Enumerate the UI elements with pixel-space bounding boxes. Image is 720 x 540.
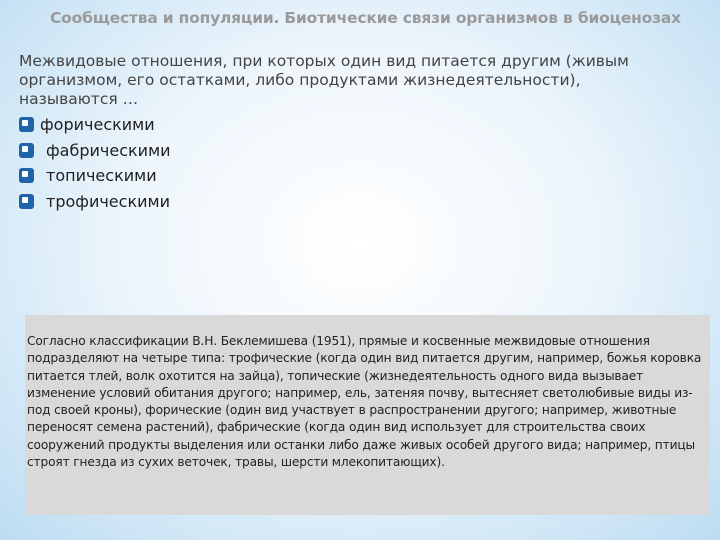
answer-option-label: форическими xyxy=(40,115,155,135)
answer-options-list xyxy=(19,112,171,214)
answer-option-3[interactable] xyxy=(19,163,171,189)
answer-option-1[interactable] xyxy=(19,112,171,138)
answer-option-4[interactable] xyxy=(19,189,171,215)
answer-option-2[interactable] xyxy=(19,138,171,164)
checkbox-square-icon xyxy=(19,143,34,158)
answer-option-label: топическими xyxy=(46,166,157,186)
question-text: Межвидовые отношения, при которых один вид питается другим (живым организмом, его остатками, либо продуктами жизнедеятельности), называются … xyxy=(19,52,629,108)
answer-option-label: трофическими xyxy=(46,191,170,211)
answer-option-label: фабрическими xyxy=(46,140,171,160)
checkbox-square-icon xyxy=(19,194,34,209)
classification-info-box: Согласно классификации В.Н. Беклемишева (1951), прямые и косвенные межвидовые отношения подразделяют на четыре типа: трофические (когда один вид питается другим, например, божья коровка питается тлей, волк охотится на зайца), топические (жизнедеятельность одного вида вызывает изменение условий обитания другого; например, ель, затеняя почву, вытесняет светолюбивые виды из-под своей кроны), форические (один вид участвует в распространении другого; например, животные переносят семена растений), фабрические (когда один вид использует для строительства своих сооружений продукты выделения или останки либо даже живых особей другого вида; например, птицы строят гнезда из сухих веточек, травы, шерсти млекопитающих). xyxy=(25,315,710,515)
checkbox-square-icon xyxy=(19,117,34,132)
checkbox-square-icon xyxy=(19,168,34,183)
slide-title: Сообщества и популяции. Биотические связи организмов в биоценозах xyxy=(50,9,681,27)
